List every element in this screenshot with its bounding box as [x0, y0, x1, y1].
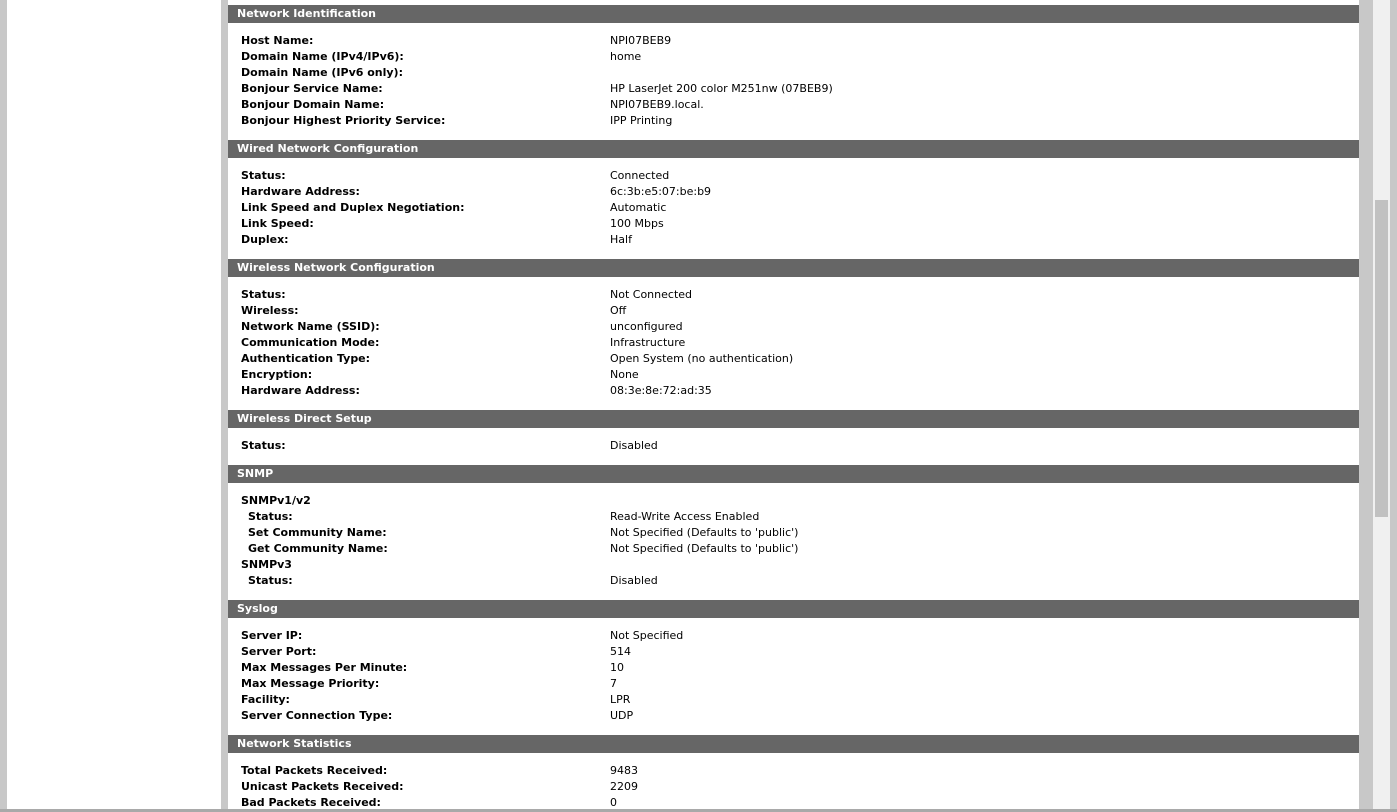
info-row — [228, 287, 1359, 303]
row-label: Status: — [241, 288, 286, 301]
row-label: SNMPv1/v2 — [241, 494, 311, 507]
section-header: Syslog — [228, 600, 1359, 618]
section-header: Wireless Direct Setup — [228, 410, 1359, 428]
section-body — [228, 483, 1359, 600]
row-value: 514 — [610, 645, 631, 658]
section — [228, 465, 1359, 600]
row-value: home — [610, 50, 642, 63]
section — [228, 600, 1359, 735]
info-row — [228, 200, 1359, 216]
section-body — [228, 158, 1359, 259]
row-value: IPP Printing — [610, 114, 673, 127]
section-header: SNMP — [228, 465, 1359, 483]
row-value: Automatic — [610, 201, 667, 214]
row-label: Max Messages Per Minute: — [241, 661, 408, 674]
row-label: Status: — [241, 169, 286, 182]
row-label: Link Speed and Duplex Negotiation: — [241, 201, 465, 214]
scrollbar-thumb[interactable] — [1375, 200, 1388, 517]
row-label: Domain Name (IPv4/IPv6): — [241, 50, 404, 63]
info-row — [228, 509, 1359, 525]
info-row — [228, 184, 1359, 200]
section-body — [228, 277, 1359, 410]
row-label: Bonjour Domain Name: — [241, 98, 385, 111]
row-label: Max Message Priority: — [241, 677, 380, 690]
row-label: Unicast Packets Received: — [241, 780, 404, 793]
info-row — [228, 168, 1359, 184]
row-value: Infrastructure — [610, 336, 686, 349]
row-label: Bonjour Highest Priority Service: — [241, 114, 446, 127]
info-row — [228, 113, 1359, 129]
row-label: Wireless: — [241, 304, 299, 317]
info-row — [228, 676, 1359, 692]
row-value: unconfigured — [610, 320, 683, 333]
info-row — [228, 541, 1359, 557]
section-header: Network Statistics — [228, 735, 1359, 753]
row-label: Link Speed: — [241, 217, 314, 230]
row-value: Not Connected — [610, 288, 693, 301]
info-row — [228, 525, 1359, 541]
row-label: SNMPv3 — [241, 558, 292, 571]
info-row — [228, 303, 1359, 319]
info-row — [228, 438, 1359, 454]
row-value: 2209 — [610, 780, 638, 793]
row-label: Duplex: — [241, 233, 289, 246]
section — [228, 259, 1359, 410]
row-value: None — [610, 368, 639, 381]
row-label: Server IP: — [241, 629, 303, 642]
section-body — [228, 428, 1359, 465]
section — [228, 5, 1359, 140]
info-row — [228, 660, 1359, 676]
section-body — [228, 618, 1359, 735]
row-value: LPR — [610, 693, 631, 706]
section-header: Wireless Network Configuration — [228, 259, 1359, 277]
info-row — [228, 65, 1359, 81]
info-row — [228, 708, 1359, 724]
row-value: Not Specified (Defaults to 'public') — [610, 526, 799, 539]
info-row — [228, 232, 1359, 248]
row-label: Hardware Address: — [241, 185, 360, 198]
row-value: 100 Mbps — [610, 217, 664, 230]
row-value: Disabled — [610, 574, 658, 587]
row-label: Set Community Name: — [248, 526, 387, 539]
row-value: Disabled — [610, 439, 658, 452]
row-value: 0 — [610, 796, 617, 809]
info-row — [228, 81, 1359, 97]
row-value: NPI07BEB9 — [610, 34, 672, 47]
info-row — [228, 573, 1359, 589]
row-value: Not Specified — [610, 629, 684, 642]
row-label: Bad Packets Received: — [241, 796, 381, 809]
info-row — [228, 367, 1359, 383]
row-label: Status: — [241, 439, 286, 452]
section-body — [228, 23, 1359, 140]
row-label: Domain Name (IPv6 only): — [241, 66, 403, 79]
info-row — [228, 216, 1359, 232]
left-navigation-panel — [7, 0, 221, 812]
info-row — [228, 97, 1359, 113]
info-row — [228, 493, 1359, 509]
info-row — [228, 351, 1359, 367]
row-value: NPI07BEB9.local. — [610, 98, 704, 111]
row-label: Host Name: — [241, 34, 314, 47]
section-header: Wired Network Configuration — [228, 140, 1359, 158]
row-label: Encryption: — [241, 368, 313, 381]
info-row — [228, 383, 1359, 399]
row-label: Server Port: — [241, 645, 317, 658]
info-row — [228, 779, 1359, 795]
network-summary-content — [228, 0, 1359, 812]
row-label: Network Name (SSID): — [241, 320, 380, 333]
row-value: 9483 — [610, 764, 638, 777]
row-label: Facility: — [241, 693, 290, 706]
row-label: Status: — [248, 510, 293, 523]
info-row — [228, 628, 1359, 644]
vertical-scrollbar[interactable] — [1373, 0, 1390, 812]
info-row — [228, 49, 1359, 65]
row-value: UDP — [610, 709, 634, 722]
row-label: Hardware Address: — [241, 384, 360, 397]
row-value: 7 — [610, 677, 617, 690]
row-value: 6c:3b:e5:07:be:b9 — [610, 185, 712, 198]
row-value: 10 — [610, 661, 624, 674]
row-label: Status: — [248, 574, 293, 587]
row-label: Bonjour Service Name: — [241, 82, 383, 95]
info-row — [228, 335, 1359, 351]
info-row — [228, 319, 1359, 335]
row-value: Connected — [610, 169, 670, 182]
row-value: 08:3e:8e:72:ad:35 — [610, 384, 712, 397]
row-value: Open System (no authentication) — [610, 352, 794, 365]
row-value: Off — [610, 304, 627, 317]
row-label: Server Connection Type: — [241, 709, 393, 722]
row-value: HP LaserJet 200 color M251nw (07BEB9) — [610, 82, 833, 95]
info-row — [228, 33, 1359, 49]
row-label: Get Community Name: — [248, 542, 388, 555]
row-label: Communication Mode: — [241, 336, 380, 349]
section-header: Network Identification — [228, 5, 1359, 23]
section — [228, 410, 1359, 465]
row-label: Authentication Type: — [241, 352, 371, 365]
section — [228, 140, 1359, 259]
row-label: Total Packets Received: — [241, 764, 388, 777]
section — [228, 735, 1359, 812]
info-row — [228, 763, 1359, 779]
row-value: Half — [610, 233, 632, 246]
info-row — [228, 692, 1359, 708]
row-value: Read-Write Access Enabled — [610, 510, 760, 523]
row-value: Not Specified (Defaults to 'public') — [610, 542, 799, 555]
info-row — [228, 644, 1359, 660]
info-row — [228, 557, 1359, 573]
section-body — [228, 753, 1359, 812]
